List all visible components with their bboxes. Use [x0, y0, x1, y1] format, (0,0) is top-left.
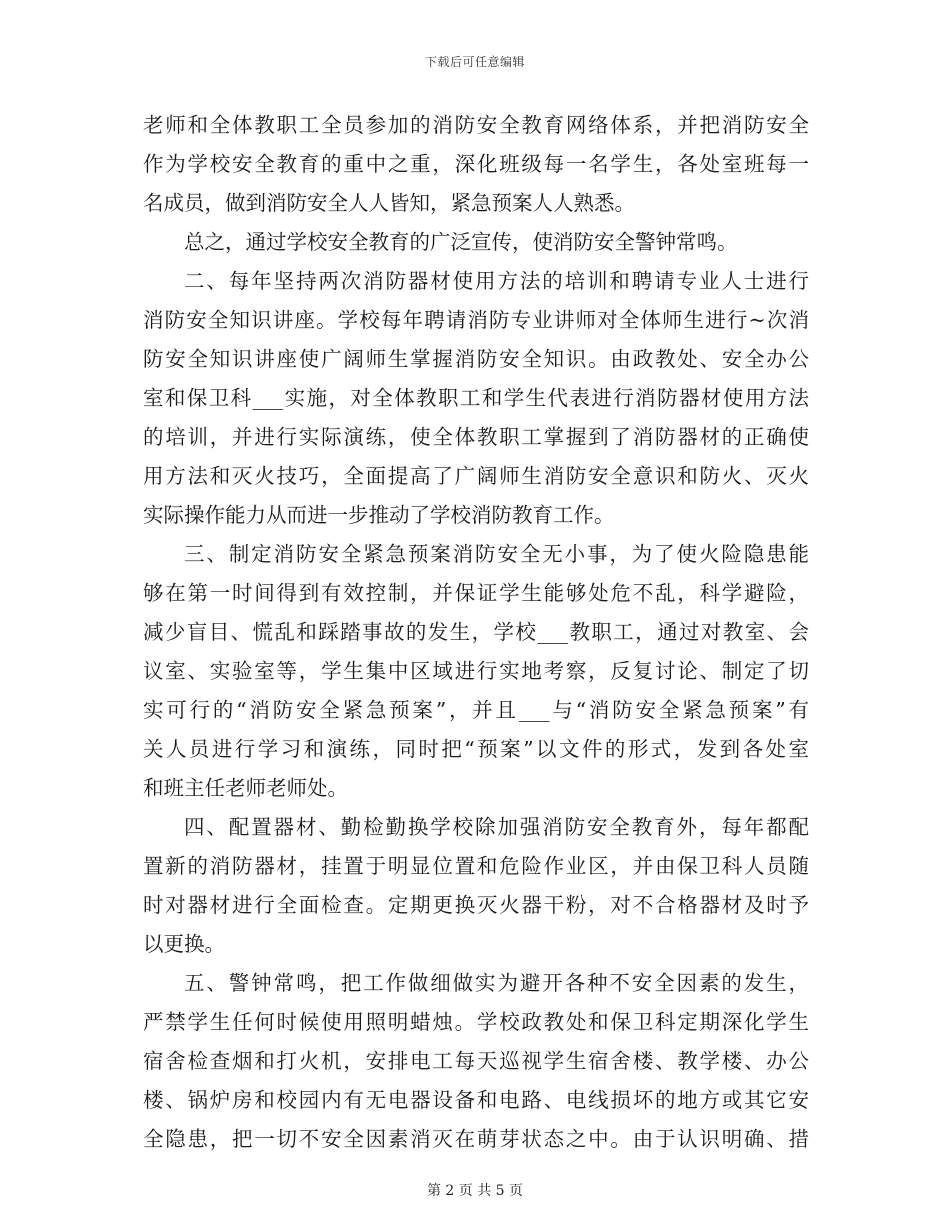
text-line: 名成员，做到消防安全人人皆知，紧急预案人人熟悉。 — [143, 191, 635, 215]
text-line: 实可行的“消防安全紧急预案”，并且___与“消防安全紧急预案”有 — [143, 698, 809, 722]
text-line: 够在第一时间得到有效控制，并保证学生能够处危不乱，科学避险， — [143, 581, 809, 605]
text-line: 楼、锅炉房和校园内有无电器设备和电路、电线损坏的地方或其它安 — [143, 1088, 809, 1112]
text-line: 室和保卫科___实施，对全体教职工和学生代表进行消防器材使用方法 — [143, 386, 809, 410]
text-line: 减少盲目、慌乱和踩踏事故的发生，学校___教职工，通过对教室、会 — [143, 620, 809, 644]
text-line: 关人员进行学习和演练，同时把“预案”以文件的形式，发到各处室 — [143, 737, 809, 761]
text-line: 五、警钟常鸣，把工作做细做实为避开各种不安全因素的发生， — [184, 971, 809, 995]
text-line: 用方法和灭火技巧，全面提高了广阔师生消防安全意识和防火、灭火 — [143, 464, 809, 488]
document-body — [143, 106, 809, 1159]
text-line: 总之，通过学校安全教育的广泛宣传，使消防安全警钟常鸣。 — [184, 230, 738, 254]
text-line: 消防安全知识讲座。学校每年聘请消防专业讲师对全体师生进行~次消 — [143, 308, 809, 332]
text-line: 宿舍检查烟和打火机，安排电工每天巡视学生宿舍楼、教学楼、办公 — [143, 1049, 809, 1073]
text-line: 二、每年坚持两次消防器材使用方法的培训和聘请专业人士进行 — [184, 269, 809, 293]
text-line: 防安全知识讲座使广阔师生掌握消防安全知识。由政教处、安全办公 — [143, 347, 809, 371]
text-line: 时对器材进行全面检查。定期更换灭火器干粉，对不合格器材及时予 — [143, 893, 809, 917]
page-header: 下载后可任意编辑 — [424, 55, 525, 69]
page-footer: 第 2 页 共 5 页 — [426, 1183, 524, 1199]
text-line: 的培训，并进行实际演练，使全体教职工掌握到了消防器材的正确使 — [143, 425, 809, 449]
text-line: 实际操作能力从而进一步推动了学校消防教育工作。 — [143, 503, 615, 527]
text-line: 三、制定消防安全紧急预案消防安全无小事，为了使火险隐患能 — [184, 542, 809, 566]
text-line: 以更换。 — [143, 932, 225, 956]
text-line: 严禁学生任何时候使用照明蜡烛。学校政教处和保卫科定期深化学生 — [143, 1010, 809, 1034]
text-line: 和班主任老师老师处。 — [143, 776, 348, 800]
text-line: 老师和全体教职工全员参加的消防安全教育网络体系，并把消防安全 — [143, 113, 809, 137]
text-line: 四、配置器材、勤检勤换学校除加强消防安全教育外，每年都配 — [184, 815, 809, 839]
text-line: 全隐患，把一切不安全因素消灭在萌芽状态之中。由于认识明确、措 — [143, 1127, 809, 1151]
text-line: 作为学校安全教育的重中之重，深化班级每一名学生，各处室班每一 — [143, 152, 809, 176]
text-line: 议室、实验室等，学生集中区域进行实地考察，反复讨论、制定了切 — [143, 659, 809, 683]
text-line: 置新的消防器材，挂置于明显位置和危险作业区，并由保卫科人员随 — [143, 854, 809, 878]
